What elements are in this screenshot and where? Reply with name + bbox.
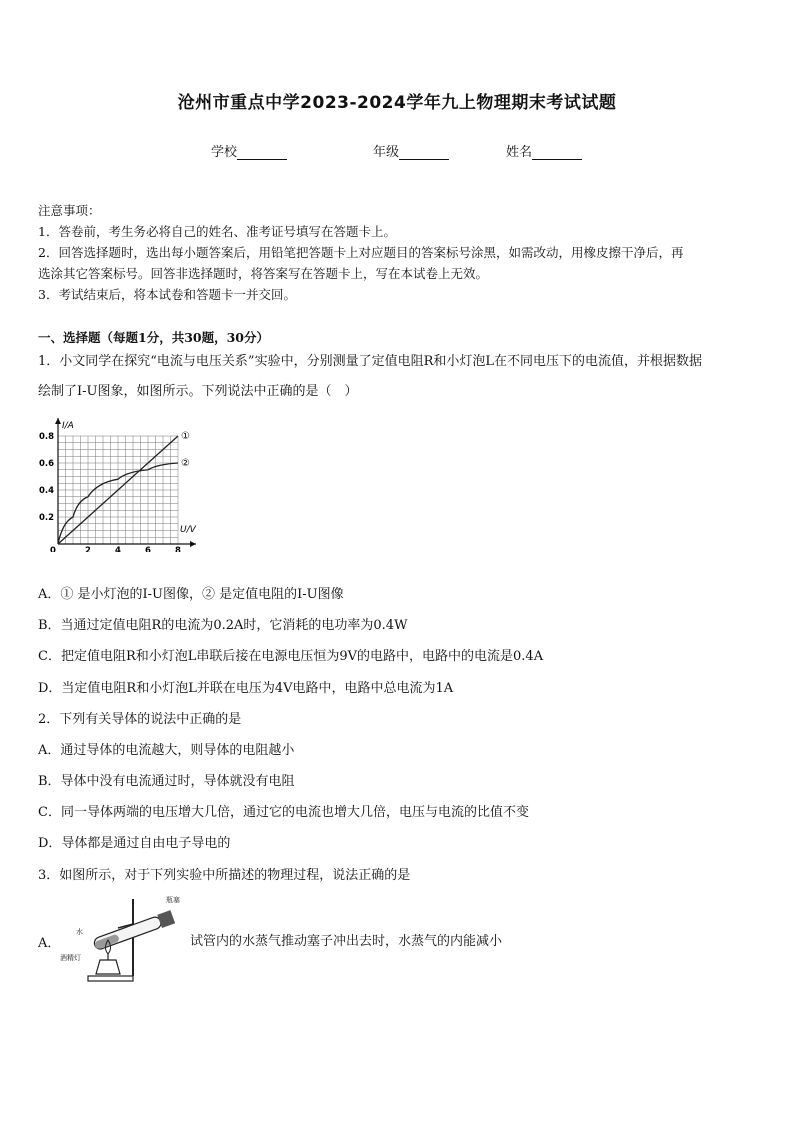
notice-heading: 注意事项： bbox=[38, 203, 101, 218]
iu-chart bbox=[30, 412, 200, 552]
name-blank[interactable] bbox=[532, 147, 582, 160]
school-field bbox=[211, 141, 287, 160]
figure-label-water: 水 bbox=[76, 928, 83, 936]
grade-label: 年级 bbox=[373, 145, 400, 160]
y-tick-label: 0.2 bbox=[38, 513, 54, 523]
section-heading: 一、选择题（每题1分，共30题，30分） bbox=[38, 330, 269, 345]
series-label: ② bbox=[181, 458, 190, 469]
y-tick-label: 0.8 bbox=[38, 432, 54, 442]
question-2-option-b[interactable]: B．导体中没有电流通过时，导体就没有电阻 bbox=[38, 774, 295, 789]
stand-base bbox=[88, 976, 133, 981]
grade-blank[interactable] bbox=[399, 147, 449, 160]
x-axis-arrow bbox=[190, 541, 196, 547]
name-field bbox=[506, 141, 582, 160]
x-tick-label: 8 bbox=[175, 546, 181, 552]
origin-label: 0 bbox=[50, 546, 56, 552]
question-1-option-d[interactable]: D．当定值电阻R和小灯泡L并联在电压为4V电路中，电路中总电流为1A bbox=[38, 681, 454, 696]
school-label: 学校 bbox=[211, 145, 238, 160]
y-axis-arrow bbox=[55, 418, 61, 424]
x-axis-label: U/V bbox=[180, 525, 196, 535]
notice-item: 1．答卷前，考生务必将自己的姓名、准考证号填写在答题卡上。 bbox=[38, 224, 396, 239]
page-title: 沧州市重点中学2023-2024学年九上物理期末考试试题 bbox=[177, 93, 617, 113]
school-blank[interactable] bbox=[237, 147, 287, 160]
question-1-option-b[interactable]: B．当通过定值电阻R的电流为0.2A时，它消耗的电功率为0.4W bbox=[38, 618, 408, 633]
question-2-option-c[interactable]: C．同一导体两端的电压增大几倍，通过它的电流也增大几倍，电压与电流的比值不变 bbox=[38, 805, 529, 820]
question-3-stem: 3．如图所示，对于下列实验中所描述的物理过程，说法正确的是 bbox=[38, 868, 411, 883]
question-2-option-a[interactable]: A．通过导体的电流越大，则导体的电阻越小 bbox=[38, 743, 295, 758]
question-1-option-a[interactable]: A．① 是小灯泡的I-U图像，② 是定值电阻的I-U图像 bbox=[38, 587, 344, 602]
question-3-option-a-text[interactable]: 试管内的水蒸气推动塞子冲出去时，水蒸气的内能减小 bbox=[190, 934, 503, 949]
question-2-option-d[interactable]: D．导体都是通过自由电子导电的 bbox=[38, 836, 231, 851]
test-tube-apparatus-figure bbox=[58, 894, 188, 986]
notice-block bbox=[38, 200, 758, 305]
notice-item: 选涂其它答案标号。回答非选择题时，将答案写在答题卡上，写在本试卷上无效。 bbox=[38, 266, 489, 281]
y-tick-label: 0.4 bbox=[38, 486, 54, 496]
question-1-line: 绘制了I-U图象，如图所示。下列说法中正确的是（ ） bbox=[38, 384, 358, 399]
notice-item: 2．回答选择题时，选出每小题答案后，用铅笔把答题卡上对应题目的答案标号涂黑，如需改动，用橡皮擦干净后，再 bbox=[38, 245, 684, 260]
question-3-option-a-label[interactable]: A． bbox=[38, 936, 61, 951]
series-label: ① bbox=[181, 431, 190, 442]
question-1-line: 1．小文同学在探究“电流与电压关系”实验中，分别测量了定值电阻R和小灯泡L在不同电压下的电流值，并根据数据 bbox=[38, 354, 702, 369]
x-tick-label: 4 bbox=[115, 546, 121, 552]
y-tick-label: 0.6 bbox=[38, 459, 54, 469]
question-1-stem bbox=[38, 347, 763, 407]
name-label: 姓名 bbox=[506, 145, 533, 160]
x-tick-label: 6 bbox=[145, 546, 151, 552]
figure-label-lamp: 酒精灯 bbox=[60, 954, 81, 962]
question-2-stem: 2．下列有关导体的说法中正确的是 bbox=[38, 712, 242, 727]
y-axis-label: I/A bbox=[62, 421, 74, 431]
figure-label-top: 瓶塞 bbox=[166, 896, 180, 904]
question-1-option-c[interactable]: C．把定值电阻R和小灯泡L串联后接在电源电压恒为9V的电路中，电路中的电流是0.4A bbox=[38, 649, 544, 664]
grade-field bbox=[373, 141, 449, 160]
x-tick-label: 2 bbox=[85, 546, 91, 552]
notice-item: 3．考试结束后，将本试卷和答题卡一并交回。 bbox=[38, 287, 296, 302]
